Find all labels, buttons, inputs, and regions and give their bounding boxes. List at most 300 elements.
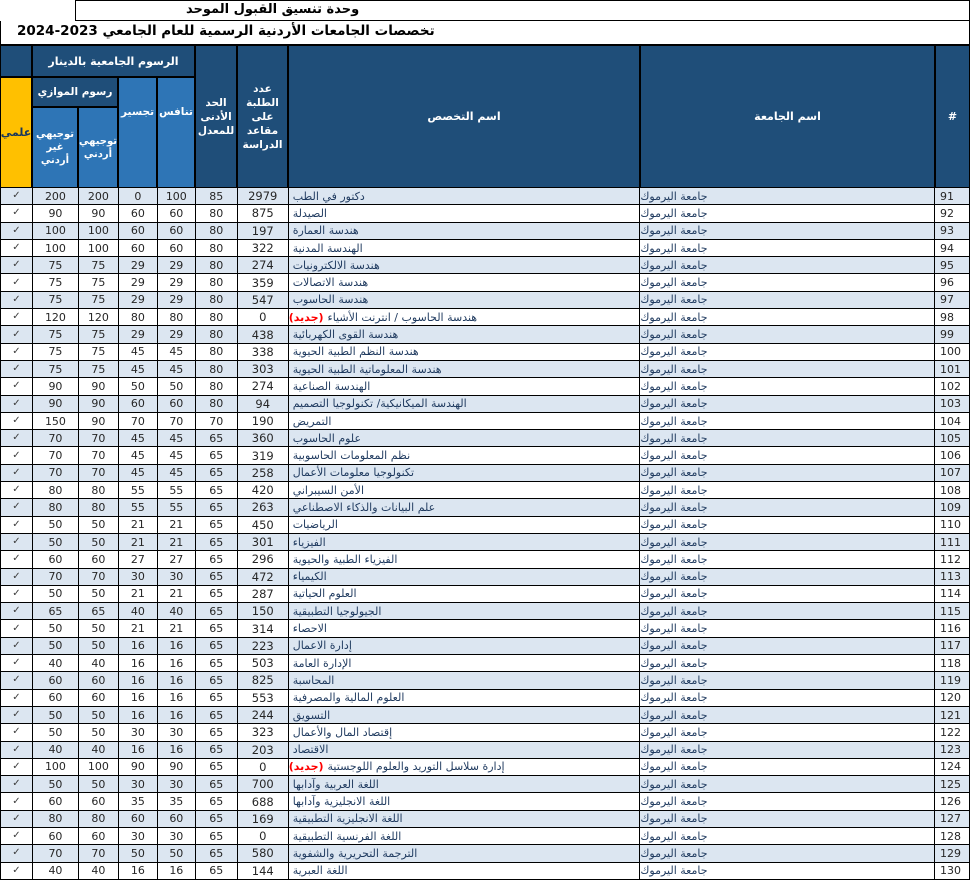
table-row [0, 205, 970, 222]
major-name: الاحصاء [292, 622, 327, 636]
fee-competitive-cell: 45 [158, 361, 196, 378]
check-icon: ✓ [12, 864, 21, 876]
min-average-cell: 65 [196, 759, 238, 776]
seats-cell: 150 [238, 603, 289, 620]
seats-cell: 547 [238, 292, 289, 309]
row-number-cell: 111 [935, 534, 970, 551]
major-name: العلوم المالية والمصرفية [292, 691, 405, 705]
scientific-check-cell [1, 759, 33, 776]
major-name: الهندسة الصناعية [292, 379, 371, 393]
fee-tawjihi-jordanian-cell: 50 [79, 620, 119, 637]
scientific-check-cell [1, 845, 33, 862]
fee-tawjihi-non-jordanian-cell: 75 [33, 344, 79, 361]
fee-competitive-cell: 21 [158, 586, 196, 603]
min-average-cell: 65 [196, 534, 238, 551]
fee-tawjihi-non-jordanian-cell: 50 [33, 517, 79, 534]
min-average-cell: 80 [196, 344, 238, 361]
fee-bridging-cell: 45 [119, 430, 158, 447]
major-cell [289, 828, 641, 845]
fee-tawjihi-non-jordanian-cell: 40 [33, 742, 79, 759]
seats-cell: 263 [238, 499, 289, 516]
min-average-cell: 65 [196, 447, 238, 464]
university-cell: جامعة اليرموك [640, 396, 935, 413]
fee-tawjihi-jordanian-cell: 65 [79, 603, 119, 620]
table-row [0, 447, 970, 464]
fee-bridging-cell: 30 [119, 776, 158, 793]
scientific-check-cell [1, 396, 33, 413]
seats-cell: 580 [238, 845, 289, 862]
fee-bridging-cell: 0 [119, 188, 158, 205]
header-min-average: الحد الأدنى للمعدل [195, 45, 237, 188]
fee-tawjihi-jordanian-cell: 50 [79, 776, 119, 793]
table-row [0, 326, 970, 343]
major-cell [289, 499, 641, 516]
row-number-cell: 113 [935, 569, 970, 586]
check-icon: ✓ [12, 553, 21, 565]
seats-cell: 319 [238, 447, 289, 464]
fee-competitive-cell: 90 [158, 759, 196, 776]
major-name: الهندسة الميكانيكية/ تكنولوجيا التصميم [292, 397, 467, 411]
university-cell: جامعة اليرموك [640, 811, 935, 828]
min-average-cell: 65 [196, 517, 238, 534]
document-title-text: تخصصات الجامعات الأردنية الرسمية للعام الجامعي [102, 23, 435, 39]
major-name: تكنولوجيا معلومات الأعمال [292, 466, 415, 480]
fee-tawjihi-non-jordanian-cell: 75 [33, 292, 79, 309]
check-icon: ✓ [12, 397, 21, 409]
check-icon: ✓ [12, 276, 21, 288]
check-icon: ✓ [12, 570, 21, 582]
scientific-check-cell [1, 672, 33, 689]
fee-tawjihi-jordanian-cell: 75 [79, 326, 119, 343]
fee-bridging-cell: 40 [119, 603, 158, 620]
min-average-cell: 65 [196, 690, 238, 707]
seats-cell: 190 [238, 413, 289, 430]
major-name: اللغة العبرية [292, 864, 348, 878]
university-cell: جامعة اليرموك [640, 551, 935, 568]
scientific-check-cell [1, 257, 33, 274]
fee-competitive-cell: 45 [158, 465, 196, 482]
table-row [0, 292, 970, 309]
scientific-check-cell [1, 569, 33, 586]
fee-bridging-cell: 90 [119, 759, 158, 776]
check-icon: ✓ [12, 380, 21, 392]
fee-tawjihi-non-jordanian-cell: 65 [33, 603, 79, 620]
row-number-cell: 123 [935, 742, 970, 759]
row-number-cell: 122 [935, 724, 970, 741]
fee-tawjihi-non-jordanian-cell: 100 [33, 223, 79, 240]
fee-tawjihi-jordanian-cell: 200 [79, 188, 119, 205]
check-icon: ✓ [12, 328, 21, 340]
fee-bridging-cell: 60 [119, 240, 158, 257]
seats-cell: 503 [238, 655, 289, 672]
major-name: هندسة المعلوماتية الطبية الحيوية [292, 362, 442, 376]
table-row [0, 845, 970, 862]
fee-competitive-cell: 16 [158, 690, 196, 707]
fee-tawjihi-non-jordanian-cell: 80 [33, 811, 79, 828]
major-name: الجيولوجيا التطبيقية [292, 604, 382, 618]
row-number-cell: 118 [935, 655, 970, 672]
major-cell [289, 707, 641, 724]
university-cell: جامعة اليرموك [640, 326, 935, 343]
row-number-cell: 125 [935, 776, 970, 793]
fee-tawjihi-jordanian-cell: 50 [79, 586, 119, 603]
fee-tawjihi-non-jordanian-cell: 50 [33, 586, 79, 603]
check-icon: ✓ [12, 743, 21, 755]
fee-tawjihi-jordanian-cell: 60 [79, 672, 119, 689]
fee-tawjihi-jordanian-cell: 90 [79, 413, 119, 430]
table-row [0, 188, 970, 205]
scientific-check-cell [1, 793, 33, 810]
fee-competitive-cell: 21 [158, 517, 196, 534]
check-icon: ✓ [12, 432, 21, 444]
university-cell: جامعة اليرموك [640, 378, 935, 395]
check-icon: ✓ [12, 674, 21, 686]
min-average-cell: 65 [196, 742, 238, 759]
fee-bridging-cell: 16 [119, 655, 158, 672]
fee-competitive-cell: 60 [158, 396, 196, 413]
scientific-check-cell [1, 638, 33, 655]
row-number-cell: 121 [935, 707, 970, 724]
table-row [0, 534, 970, 551]
fee-tawjihi-jordanian-cell: 50 [79, 707, 119, 724]
scientific-check-cell [1, 223, 33, 240]
min-average-cell: 80 [196, 292, 238, 309]
major-cell [289, 534, 641, 551]
min-average-cell: 80 [196, 396, 238, 413]
fee-bridging-cell: 27 [119, 551, 158, 568]
min-average-cell: 65 [196, 620, 238, 637]
major-name: المحاسبة [292, 673, 335, 687]
fee-competitive-cell: 50 [158, 378, 196, 395]
min-average-cell: 65 [196, 811, 238, 828]
university-cell: جامعة اليرموك [640, 223, 935, 240]
row-number-cell: 104 [935, 413, 970, 430]
table-row [0, 655, 970, 672]
scientific-check-cell [1, 620, 33, 637]
table-row [0, 309, 970, 326]
fee-tawjihi-jordanian-cell: 70 [79, 465, 119, 482]
major-name: الفيزياء [292, 535, 326, 549]
major-name: إدارة الاعمال [292, 639, 352, 653]
seats-cell: 274 [238, 257, 289, 274]
row-number-cell: 106 [935, 447, 970, 464]
fee-tawjihi-jordanian-cell: 50 [79, 638, 119, 655]
seats-cell: 203 [238, 742, 289, 759]
fee-competitive-cell: 60 [158, 811, 196, 828]
major-cell [289, 586, 641, 603]
major-cell [289, 326, 641, 343]
fee-bridging-cell: 30 [119, 828, 158, 845]
fee-competitive-cell: 30 [158, 724, 196, 741]
major-name: هندسة الاتصالات [292, 276, 369, 290]
major-cell [289, 240, 641, 257]
table-row [0, 742, 970, 759]
min-average-cell: 80 [196, 378, 238, 395]
scientific-check-cell [1, 499, 33, 516]
university-cell: جامعة اليرموك [640, 793, 935, 810]
row-number-cell: 110 [935, 517, 970, 534]
table-header [0, 45, 970, 188]
header-scientific: علمي [0, 77, 32, 188]
fee-tawjihi-non-jordanian-cell: 50 [33, 534, 79, 551]
fee-bridging-cell: 16 [119, 742, 158, 759]
university-cell: جامعة اليرموك [640, 361, 935, 378]
min-average-cell: 80 [196, 223, 238, 240]
header-row-number: # [935, 45, 970, 188]
seats-cell: 301 [238, 534, 289, 551]
university-cell: جامعة اليرموك [640, 690, 935, 707]
fee-bridging-cell: 45 [119, 465, 158, 482]
min-average-cell: 65 [196, 499, 238, 516]
seats-cell: 323 [238, 724, 289, 741]
fee-tawjihi-non-jordanian-cell: 50 [33, 620, 79, 637]
fee-competitive-cell: 16 [158, 672, 196, 689]
fee-competitive-cell: 55 [158, 482, 196, 499]
university-cell: جامعة اليرموك [640, 742, 935, 759]
fee-competitive-cell: 55 [158, 499, 196, 516]
row-number-cell: 93 [935, 223, 970, 240]
seats-cell: 553 [238, 690, 289, 707]
fee-bridging-cell: 55 [119, 482, 158, 499]
min-average-cell: 65 [196, 724, 238, 741]
major-cell [289, 361, 641, 378]
major-name: هندسة الحاسوب [292, 293, 369, 307]
header-corner-cell [0, 45, 32, 77]
seats-cell: 420 [238, 482, 289, 499]
major-name: التمريض [292, 414, 332, 428]
scientific-check-cell [1, 482, 33, 499]
fee-tawjihi-jordanian-cell: 100 [79, 759, 119, 776]
fee-bridging-cell: 60 [119, 811, 158, 828]
unit-title-box [75, 0, 970, 21]
fee-bridging-cell: 21 [119, 517, 158, 534]
fee-tawjihi-non-jordanian-cell: 200 [33, 188, 79, 205]
fee-tawjihi-jordanian-cell: 40 [79, 742, 119, 759]
seats-cell: 825 [238, 672, 289, 689]
fee-tawjihi-non-jordanian-cell: 50 [33, 724, 79, 741]
table-row [0, 586, 970, 603]
seats-cell: 94 [238, 396, 289, 413]
major-cell [289, 396, 641, 413]
scientific-check-cell [1, 274, 33, 291]
fee-bridging-cell: 45 [119, 344, 158, 361]
check-icon: ✓ [12, 639, 21, 651]
major-name: هندسة الحاسوب / انترنت الأشياء [327, 310, 478, 324]
fee-tawjihi-non-jordanian-cell: 60 [33, 672, 79, 689]
header-university-name: اسم الجامعة [640, 45, 935, 188]
row-number-cell: 127 [935, 811, 970, 828]
seats-cell: 244 [238, 707, 289, 724]
seats-cell: 322 [238, 240, 289, 257]
fee-tawjihi-non-jordanian-cell: 90 [33, 205, 79, 222]
major-name: نظم المعلومات الحاسوبية [292, 449, 411, 463]
fee-tawjihi-non-jordanian-cell: 70 [33, 845, 79, 862]
major-cell [289, 793, 641, 810]
scientific-check-cell [1, 742, 33, 759]
scientific-check-cell [1, 811, 33, 828]
check-icon: ✓ [12, 190, 21, 202]
table-row [0, 638, 970, 655]
new-badge: (جديد) [288, 310, 324, 324]
scientific-check-cell [1, 776, 33, 793]
fee-tawjihi-non-jordanian-cell: 70 [33, 465, 79, 482]
min-average-cell: 80 [196, 326, 238, 343]
check-icon: ✓ [12, 778, 21, 790]
university-cell: جامعة اليرموك [640, 205, 935, 222]
header-major-name: اسم التخصص [288, 45, 640, 188]
min-average-cell: 65 [196, 465, 238, 482]
fee-tawjihi-non-jordanian-cell: 60 [33, 690, 79, 707]
major-cell [289, 845, 641, 862]
document-title-box [0, 21, 970, 45]
major-name: اللغة العربية وآدابها [292, 777, 379, 791]
major-name: الرياضيات [292, 518, 338, 532]
fee-bridging-cell: 45 [119, 447, 158, 464]
fee-tawjihi-jordanian-cell: 40 [79, 655, 119, 672]
scientific-check-cell [1, 413, 33, 430]
fee-tawjihi-non-jordanian-cell: 75 [33, 361, 79, 378]
min-average-cell: 65 [196, 586, 238, 603]
check-icon: ✓ [12, 709, 21, 721]
university-cell: جامعة اليرموك [640, 257, 935, 274]
table-row [0, 672, 970, 689]
min-average-cell: 80 [196, 257, 238, 274]
major-cell [289, 309, 641, 326]
fee-competitive-cell: 21 [158, 534, 196, 551]
min-average-cell: 65 [196, 638, 238, 655]
check-icon: ✓ [12, 345, 21, 357]
scientific-check-cell [1, 863, 33, 880]
fee-bridging-cell: 30 [119, 569, 158, 586]
fee-bridging-cell: 35 [119, 793, 158, 810]
min-average-cell: 65 [196, 707, 238, 724]
table-row [0, 465, 970, 482]
major-name: التسويق [292, 708, 331, 722]
major-name: اللغة الفرنسية التطبيقية [292, 829, 402, 843]
major-name: الإدارة العامة [292, 656, 352, 670]
fee-competitive-cell: 60 [158, 205, 196, 222]
fee-tawjihi-non-jordanian-cell: 80 [33, 482, 79, 499]
major-cell [289, 257, 641, 274]
fee-tawjihi-jordanian-cell: 60 [79, 551, 119, 568]
seats-cell: 274 [238, 378, 289, 395]
min-average-cell: 65 [196, 828, 238, 845]
table-row [0, 430, 970, 447]
scientific-check-cell [1, 724, 33, 741]
major-cell [289, 724, 641, 741]
row-number-cell: 92 [935, 205, 970, 222]
seats-cell: 472 [238, 569, 289, 586]
seats-cell: 700 [238, 776, 289, 793]
table-row [0, 344, 970, 361]
university-cell: جامعة اليرموك [640, 759, 935, 776]
table-row [0, 620, 970, 637]
fee-competitive-cell: 16 [158, 742, 196, 759]
fee-bridging-cell: 50 [119, 378, 158, 395]
table-row [0, 724, 970, 741]
fee-tawjihi-non-jordanian-cell: 70 [33, 447, 79, 464]
university-cell: جامعة اليرموك [640, 620, 935, 637]
fee-bridging-cell: 50 [119, 845, 158, 862]
fee-bridging-cell: 16 [119, 672, 158, 689]
fee-tawjihi-jordanian-cell: 75 [79, 292, 119, 309]
row-number-cell: 115 [935, 603, 970, 620]
table-row [0, 776, 970, 793]
check-icon: ✓ [12, 726, 21, 738]
check-icon: ✓ [12, 207, 21, 219]
table-row [0, 793, 970, 810]
fee-tawjihi-jordanian-cell: 50 [79, 517, 119, 534]
check-icon: ✓ [12, 795, 21, 807]
major-cell [289, 551, 641, 568]
min-average-cell: 80 [196, 205, 238, 222]
fee-competitive-cell: 30 [158, 828, 196, 845]
min-average-cell: 80 [196, 309, 238, 326]
header-tawjihi-non-jordanian: توجيهي غير أردني [32, 107, 78, 188]
fee-competitive-cell: 45 [158, 447, 196, 464]
scientific-check-cell [1, 586, 33, 603]
check-icon: ✓ [12, 415, 21, 426]
table-row [0, 413, 970, 430]
fee-tawjihi-non-jordanian-cell: 80 [33, 499, 79, 516]
scientific-check-cell [1, 828, 33, 845]
table-row [0, 361, 970, 378]
scientific-check-cell [1, 690, 33, 707]
check-icon: ✓ [12, 259, 21, 271]
seats-cell: 438 [238, 326, 289, 343]
table-row [0, 551, 970, 568]
header-parallel-group: رسوم الموازي [32, 77, 118, 107]
table-row [0, 396, 970, 413]
fee-competitive-cell: 30 [158, 776, 196, 793]
row-number-cell: 101 [935, 361, 970, 378]
fee-competitive-cell: 80 [158, 309, 196, 326]
row-number-cell: 126 [935, 793, 970, 810]
min-average-cell: 65 [196, 551, 238, 568]
fee-competitive-cell: 50 [158, 845, 196, 862]
fee-tawjihi-jordanian-cell: 60 [79, 793, 119, 810]
fee-bridging-cell: 45 [119, 361, 158, 378]
university-cell: جامعة اليرموك [640, 724, 935, 741]
university-cell: جامعة اليرموك [640, 292, 935, 309]
fee-bridging-cell: 30 [119, 724, 158, 741]
row-number-cell: 124 [935, 759, 970, 776]
check-icon: ✓ [12, 622, 21, 634]
major-cell [289, 413, 641, 430]
header-bridging: تجسير [118, 77, 157, 188]
row-number-cell: 94 [935, 240, 970, 257]
fee-tawjihi-non-jordanian-cell: 50 [33, 776, 79, 793]
fee-tawjihi-non-jordanian-cell: 50 [33, 638, 79, 655]
scientific-check-cell [1, 326, 33, 343]
fee-tawjihi-jordanian-cell: 70 [79, 430, 119, 447]
fee-competitive-cell: 16 [158, 655, 196, 672]
check-icon: ✓ [12, 518, 21, 530]
major-cell [289, 811, 641, 828]
university-cell: جامعة اليرموك [640, 707, 935, 724]
scientific-check-cell [1, 292, 33, 309]
university-cell: جامعة اليرموك [640, 240, 935, 257]
academic-year: 2024-2023 [17, 23, 98, 39]
major-cell [289, 482, 641, 499]
university-cell: جامعة اليرموك [640, 309, 935, 326]
table-body [0, 188, 970, 880]
fee-competitive-cell: 27 [158, 551, 196, 568]
check-icon: ✓ [12, 536, 21, 548]
min-average-cell: 65 [196, 776, 238, 793]
fee-bridging-cell: 16 [119, 690, 158, 707]
major-name: إدارة سلاسل التوريد والعلوم اللوجستية [327, 760, 505, 774]
